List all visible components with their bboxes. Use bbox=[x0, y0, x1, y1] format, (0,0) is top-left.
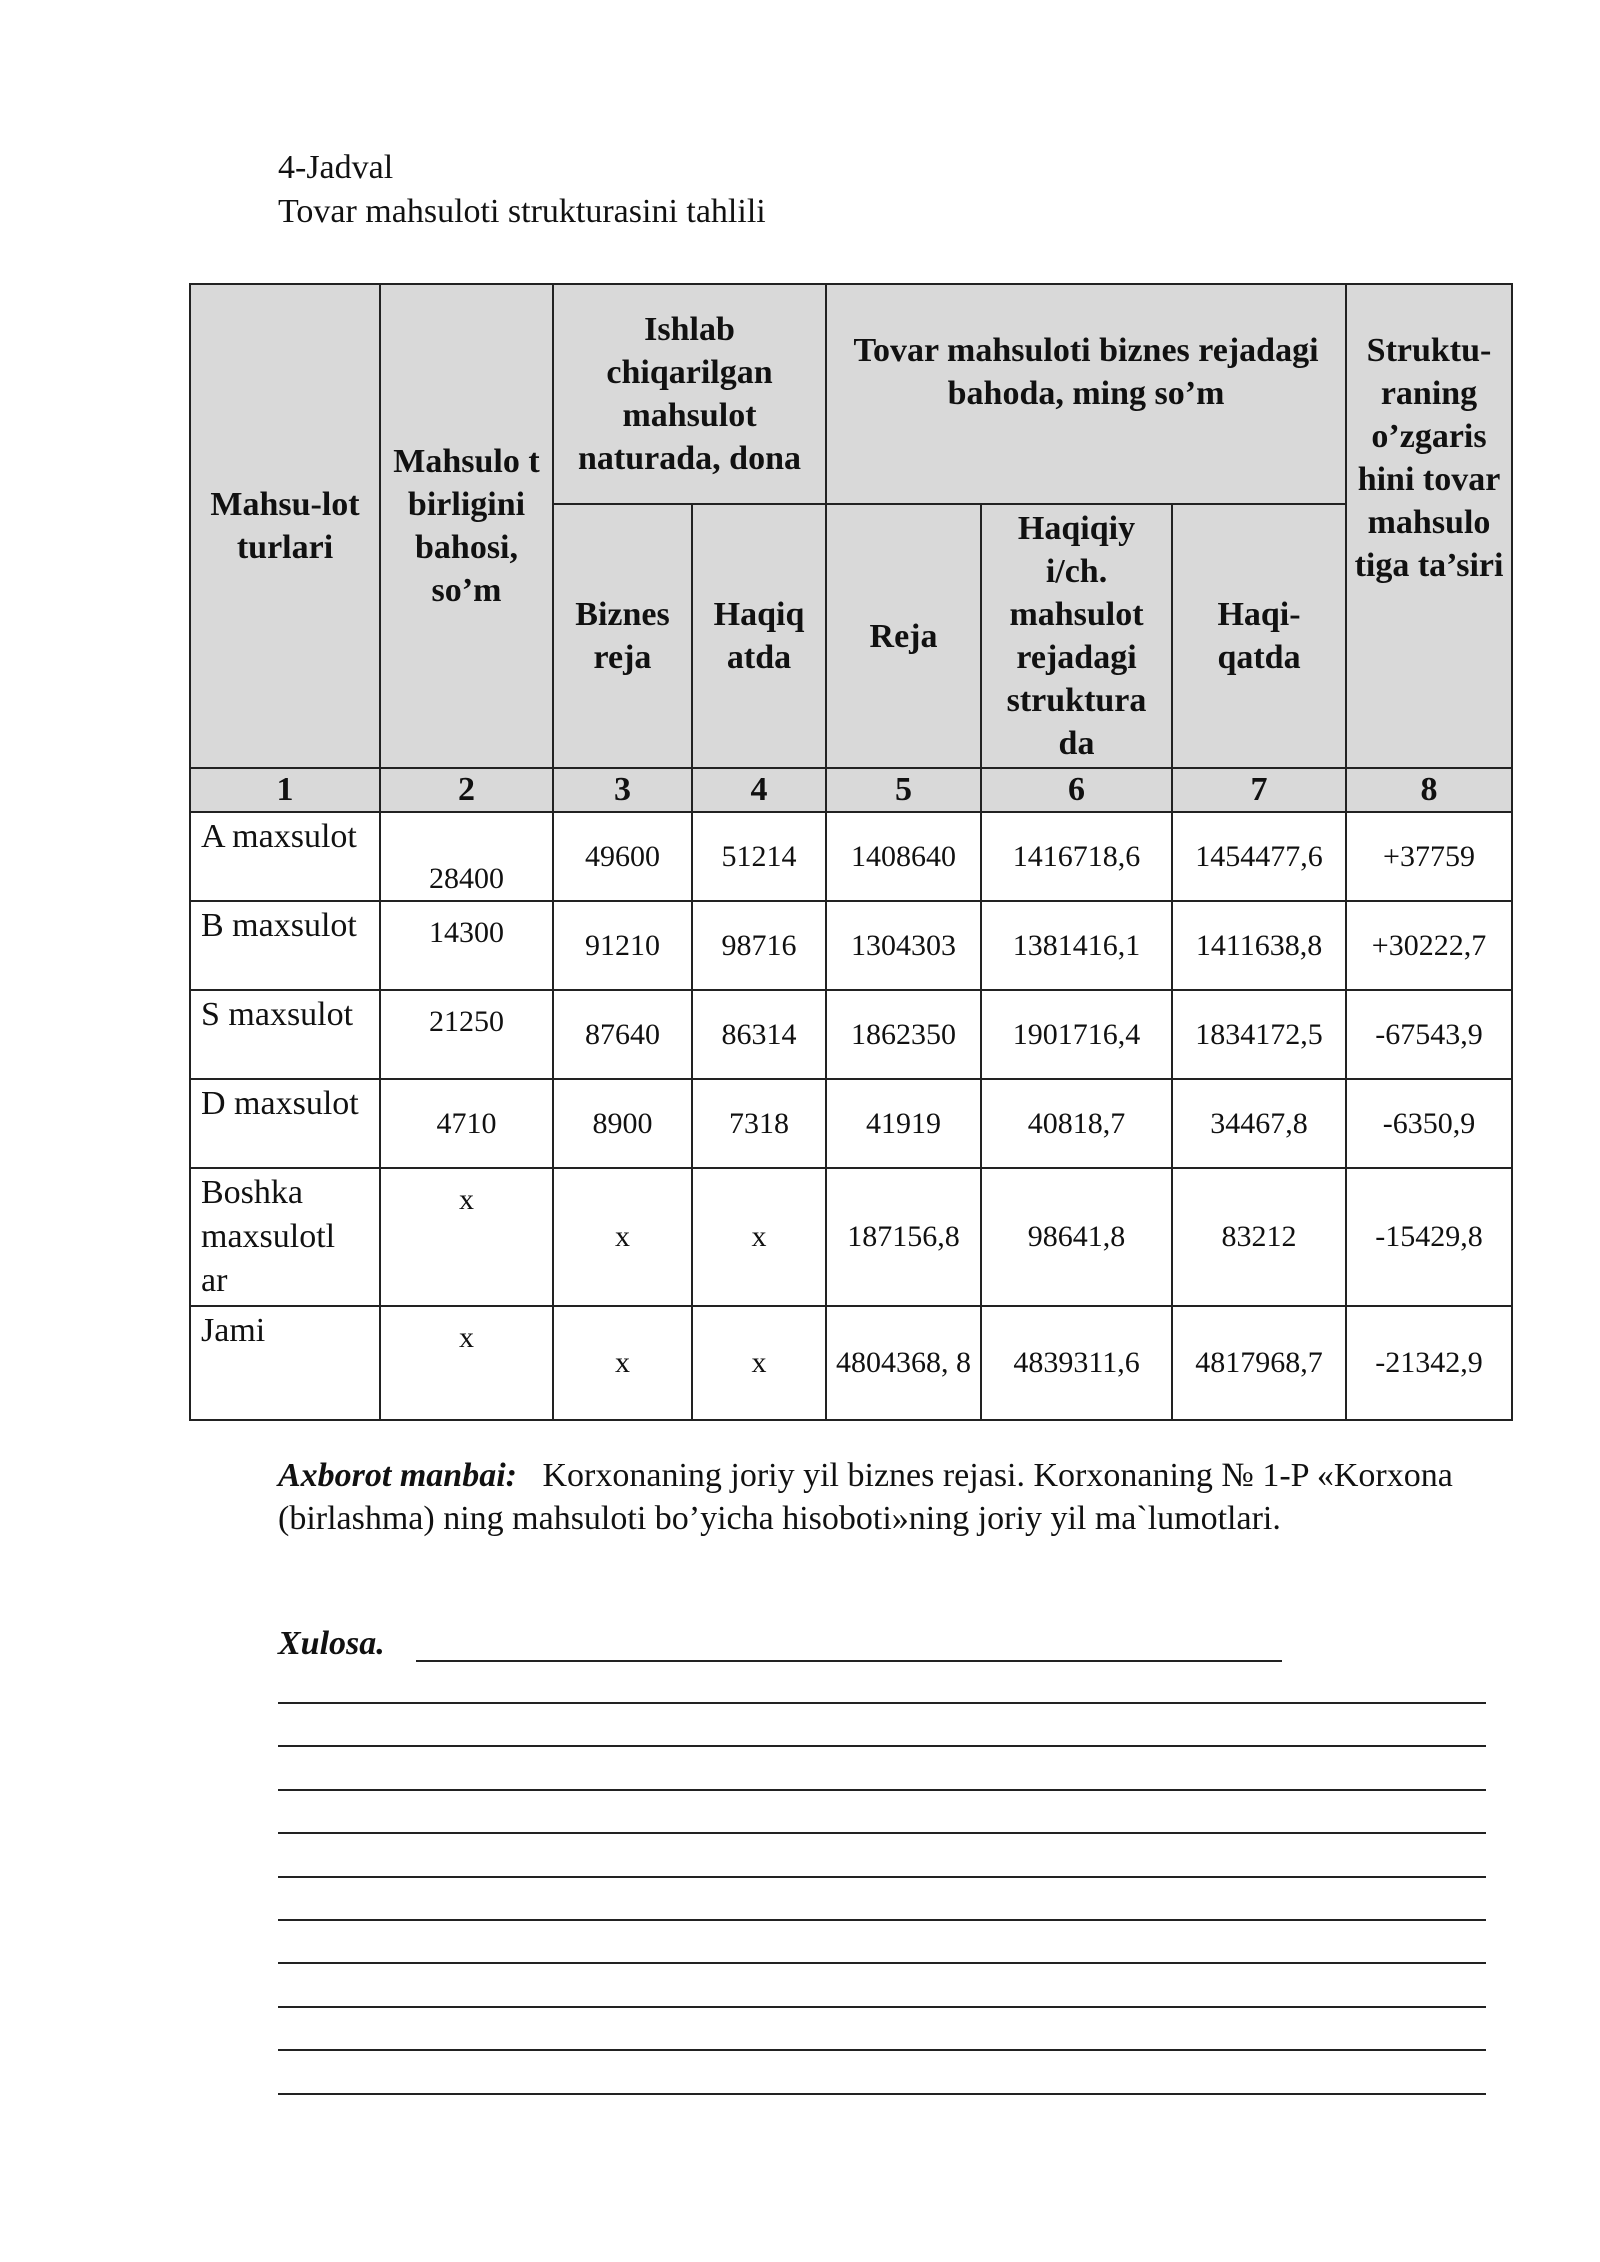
cell-plan-qty: x bbox=[553, 1306, 692, 1420]
cell-actual-qty: 51214 bbox=[692, 812, 826, 901]
cell-price: 4710 bbox=[380, 1079, 553, 1168]
cell-plan-qty: 87640 bbox=[553, 990, 692, 1079]
cell-price: x bbox=[380, 1168, 553, 1306]
conclusion-label: Xulosa. bbox=[278, 1625, 385, 1662]
cell-actual: 1411638,8 bbox=[1172, 901, 1346, 990]
header-unit-price: Mahsulo t birligini bahosi, so’m bbox=[380, 284, 553, 768]
cell-price: x bbox=[380, 1306, 553, 1420]
cell-plan-qty: 49600 bbox=[553, 812, 692, 901]
source-note bbox=[278, 1454, 1508, 1540]
cell-actual-qty: x bbox=[692, 1306, 826, 1420]
cell-effect: -6350,9 bbox=[1346, 1079, 1512, 1168]
row-name: D maxsulot bbox=[190, 1079, 380, 1168]
cell-actual: 83212 bbox=[1172, 1168, 1346, 1306]
cell-actual-plan-structure: 1416718,6 bbox=[981, 812, 1172, 901]
write-line[interactable] bbox=[278, 2006, 1486, 2008]
conclusion-write-line[interactable] bbox=[416, 1660, 1282, 1662]
cell-effect: +37759 bbox=[1346, 812, 1512, 901]
cell-actual-plan-structure: 98641,8 bbox=[981, 1168, 1172, 1306]
cell-plan: 41919 bbox=[826, 1079, 981, 1168]
table-row bbox=[190, 1079, 1512, 1168]
write-line[interactable] bbox=[278, 1876, 1486, 1878]
row-name: S maxsulot bbox=[190, 990, 380, 1079]
cell-actual-qty: x bbox=[692, 1168, 826, 1306]
cell-actual: 34467,8 bbox=[1172, 1079, 1346, 1168]
table-row bbox=[190, 1168, 1512, 1306]
header-actual-plan-structure: Haqiqiy i/ch. mahsulot rejadagi struktura da bbox=[981, 504, 1172, 768]
cell-actual-qty: 7318 bbox=[692, 1079, 826, 1168]
table-row bbox=[190, 812, 1512, 901]
header-row-1 bbox=[190, 284, 1512, 504]
header-actual-qty: Haqiq atda bbox=[692, 504, 826, 768]
header-commodity-output: Tovar mahsuloti biznes rejadagi bahoda, ming so’m bbox=[826, 284, 1346, 504]
column-number: 6 bbox=[981, 768, 1172, 812]
column-number: 2 bbox=[380, 768, 553, 812]
header-actual: Haqi-qatda bbox=[1172, 504, 1346, 768]
cell-actual: 1454477,6 bbox=[1172, 812, 1346, 901]
cell-effect: -67543,9 bbox=[1346, 990, 1512, 1079]
write-line[interactable] bbox=[278, 1919, 1486, 1921]
cell-price: 28400 bbox=[380, 812, 553, 901]
cell-effect: -21342,9 bbox=[1346, 1306, 1512, 1420]
column-number: 3 bbox=[553, 768, 692, 812]
cell-actual-qty: 98716 bbox=[692, 901, 826, 990]
column-number: 7 bbox=[1172, 768, 1346, 812]
column-number: 8 bbox=[1346, 768, 1512, 812]
cell-price: 21250 bbox=[380, 990, 553, 1079]
cell-plan: 1304303 bbox=[826, 901, 981, 990]
cell-plan-qty: 91210 bbox=[553, 901, 692, 990]
header-structure-effect: Struktu-raning o’zgaris hini tovar mahsulo tiga ta’siri bbox=[1346, 284, 1512, 768]
cell-plan: 187156,8 bbox=[826, 1168, 981, 1306]
cell-actual: 4817968,7 bbox=[1172, 1306, 1346, 1420]
write-line[interactable] bbox=[278, 1702, 1486, 1704]
analysis-table bbox=[189, 283, 1513, 1421]
column-number: 5 bbox=[826, 768, 981, 812]
row-name: Jami bbox=[190, 1306, 380, 1420]
cell-plan: 4804368, 8 bbox=[826, 1306, 981, 1420]
table-row-total bbox=[190, 1306, 1512, 1420]
cell-plan-qty: 8900 bbox=[553, 1079, 692, 1168]
row-name: Boshka maxsulotl ar bbox=[190, 1168, 380, 1306]
column-number: 4 bbox=[692, 768, 826, 812]
cell-effect: +30222,7 bbox=[1346, 901, 1512, 990]
header-produced-in-kind: Ishlab chiqarilgan mahsulot naturada, dona bbox=[553, 284, 826, 504]
column-number-row bbox=[190, 768, 1512, 812]
cell-actual-qty: 86314 bbox=[692, 990, 826, 1079]
cell-actual-plan-structure: 4839311,6 bbox=[981, 1306, 1172, 1420]
cell-actual-plan-structure: 40818,7 bbox=[981, 1079, 1172, 1168]
conclusion bbox=[278, 1622, 385, 1666]
row-name: A maxsulot bbox=[190, 812, 380, 901]
row-name: B maxsulot bbox=[190, 901, 380, 990]
cell-actual: 1834172,5 bbox=[1172, 990, 1346, 1079]
table-title: Tovar mahsuloti strukturasini tahlili bbox=[278, 193, 766, 230]
cell-plan-qty: x bbox=[553, 1168, 692, 1306]
write-line[interactable] bbox=[278, 2093, 1486, 2095]
cell-plan: 1408640 bbox=[826, 812, 981, 901]
cell-plan: 1862350 bbox=[826, 990, 981, 1079]
source-label: Axborot manbai: bbox=[278, 1457, 517, 1494]
table-row bbox=[190, 990, 1512, 1079]
table-number: 4-Jadval bbox=[278, 149, 394, 186]
write-line[interactable] bbox=[278, 1789, 1486, 1791]
cell-price: 14300 bbox=[380, 901, 553, 990]
source-text: Korxonaning joriy yil biznes rejasi. Korxonaning № 1-P «Korxona (birlashma) ning mahsuloti bo’yicha hisoboti»ning joriy yil ma`lumotlari. bbox=[278, 1457, 1453, 1537]
cell-actual-plan-structure: 1901716,4 bbox=[981, 990, 1172, 1079]
write-line[interactable] bbox=[278, 2049, 1486, 2051]
cell-effect: -15429,8 bbox=[1346, 1168, 1512, 1306]
write-line[interactable] bbox=[278, 1745, 1486, 1747]
header-plan-qty: Biznes reja bbox=[553, 504, 692, 768]
header-plan: Reja bbox=[826, 504, 981, 768]
cell-actual-plan-structure: 1381416,1 bbox=[981, 901, 1172, 990]
table-row bbox=[190, 901, 1512, 990]
column-number: 1 bbox=[190, 768, 380, 812]
write-line[interactable] bbox=[278, 1962, 1486, 1964]
write-line[interactable] bbox=[278, 1832, 1486, 1834]
header-product-types: Mahsu-lot turlari bbox=[190, 284, 380, 768]
